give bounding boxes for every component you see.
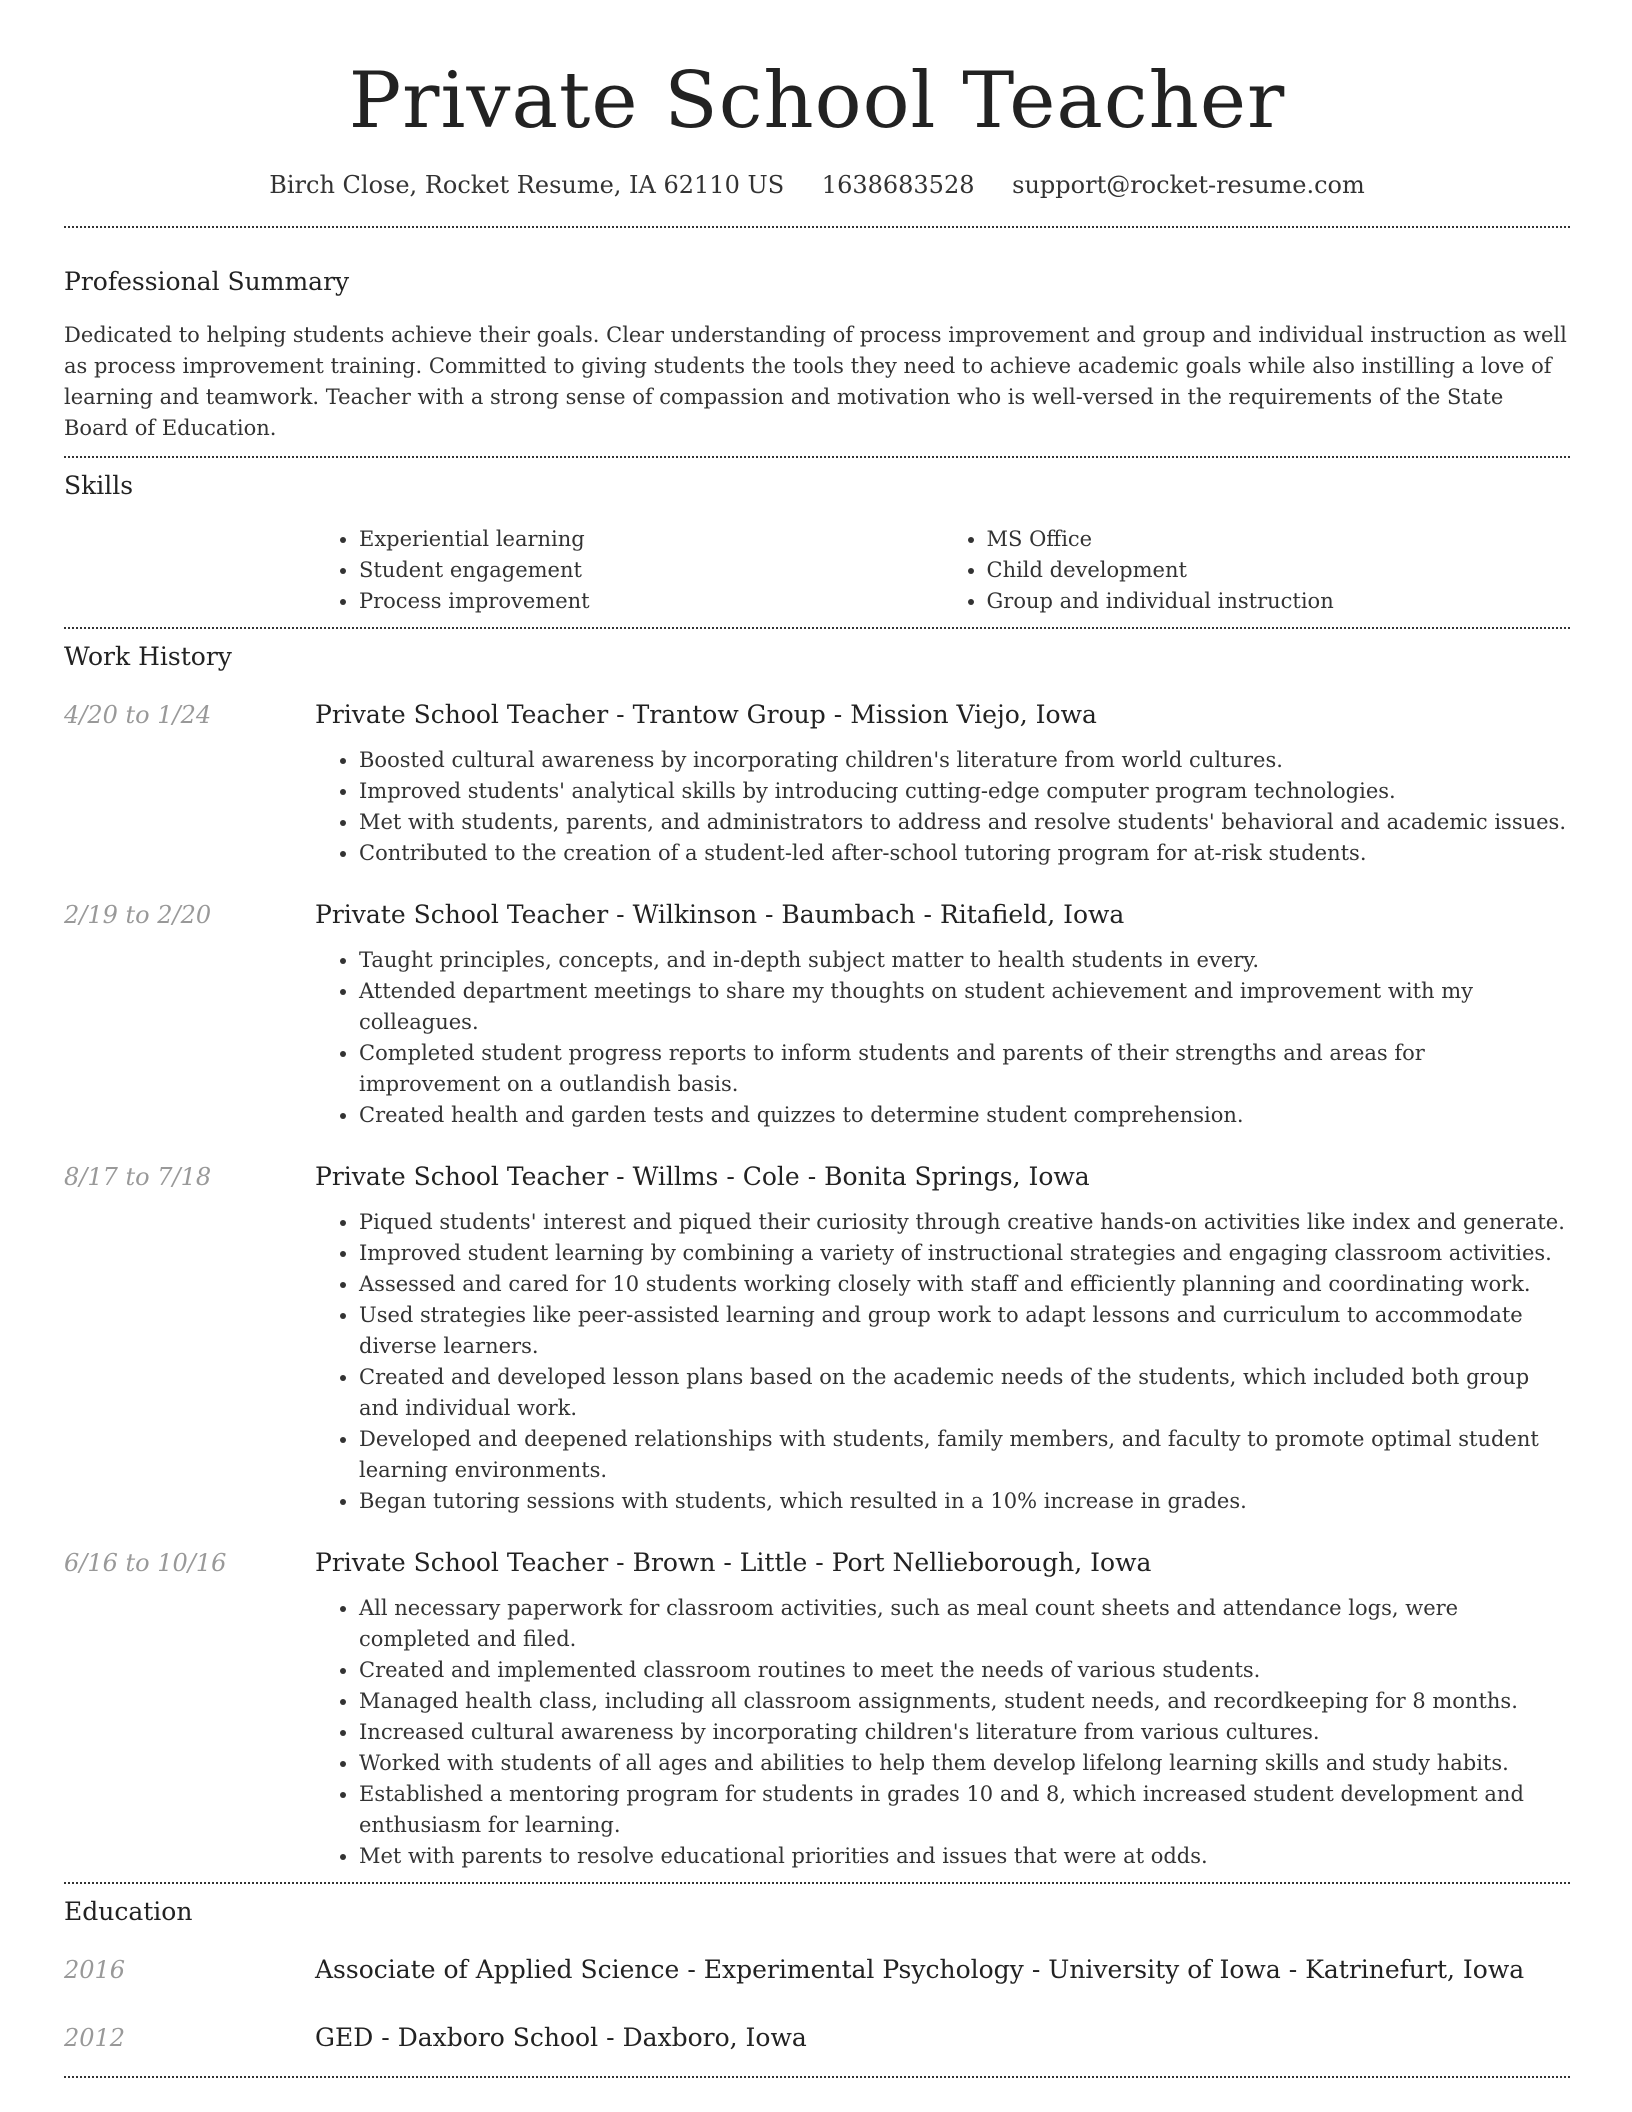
education-heading: Associate of Applied Science - Experimental Psychology - University of Iowa - Katrinefurt, Iowa bbox=[315, 1955, 1525, 1984]
contact-line bbox=[64, 170, 1570, 200]
job-company: Brown - Little bbox=[632, 1548, 808, 1577]
job-bullet: • Managed health class, including all classroom assignments, student needs, and recordkeeping for 8 months. bbox=[359, 1686, 1570, 1717]
job-bullet: • Established a mentoring program for students in grades 10 and 8, which increased student development and enthusiasm for learning. bbox=[359, 1779, 1570, 1841]
divider bbox=[64, 456, 1570, 458]
education-location: Katrinefurt, Iowa bbox=[1305, 1955, 1525, 1984]
candidate-name: Private School Teacher bbox=[348, 56, 1286, 146]
job-title: Private School Teacher bbox=[315, 700, 609, 729]
education-field: Experimental Psychology bbox=[703, 1955, 1024, 1984]
job-title: Private School Teacher bbox=[315, 1548, 609, 1577]
job-location: Mission Viejo, Iowa bbox=[850, 700, 1097, 729]
job-bullets bbox=[315, 1593, 1570, 1872]
job-entry bbox=[64, 899, 1570, 1131]
skill-item: • Student engagement bbox=[359, 555, 943, 586]
skill-item: • Child development bbox=[987, 555, 1571, 586]
contact-phone: 1638683528 bbox=[821, 171, 975, 199]
skills-title: Skills bbox=[64, 471, 134, 500]
job-bullet: • Met with students, parents, and administrators to address and resolve students' behavioral and academic issues. bbox=[359, 807, 1570, 838]
job-bullet: • Began tutoring sessions with students, which resulted in a 10% increase in grades. bbox=[359, 1486, 1570, 1517]
job-bullet: • Created and implemented classroom routines to meet the needs of various students. bbox=[359, 1655, 1570, 1686]
education-heading: GED - Daxboro School - Daxboro, Iowa bbox=[315, 2023, 807, 2052]
education-location: Daxboro, Iowa bbox=[622, 2023, 807, 2052]
education-entry bbox=[64, 2022, 1570, 2054]
contact-email: support@rocket-resume.com bbox=[1012, 171, 1365, 199]
job-heading: Private School Teacher - Willms - Cole - Bonita Springs, Iowa bbox=[315, 1162, 1090, 1191]
work-history-title: Work History bbox=[64, 642, 232, 671]
summary-title: Professional Summary bbox=[64, 267, 350, 296]
education-year: 2016 bbox=[64, 1956, 126, 1984]
divider bbox=[64, 2076, 1570, 2078]
education-year: 2012 bbox=[64, 2024, 126, 2052]
job-location: Port Nellieborough, Iowa bbox=[831, 1548, 1152, 1577]
job-company: Wilkinson - Baumbach bbox=[632, 900, 916, 929]
job-entry bbox=[64, 699, 1570, 869]
job-bullet: • Assessed and cared for 10 students working closely with staff and efficiently planning and coordinating work. bbox=[359, 1269, 1570, 1300]
job-heading: Private School Teacher - Brown - Little - Port Nellieborough, Iowa bbox=[315, 1548, 1152, 1577]
job-location: Bonita Springs, Iowa bbox=[824, 1162, 1090, 1191]
job-bullet: • Contributed to the creation of a student-led after-school tutoring program for at-risk students. bbox=[359, 838, 1570, 869]
job-bullet: • Increased cultural awareness by incorporating children's literature from various cultures. bbox=[359, 1717, 1570, 1748]
job-dates: 4/20 to 1/24 bbox=[64, 701, 212, 729]
job-bullets bbox=[315, 1207, 1570, 1517]
summary-text: Dedicated to helping students achieve their goals. Clear understanding of process improvement and group and individual instruction as well as process improvement training. Committed to giving students the tools they need to achieve academic goals while also instilling a love of learning and teamwork. Teacher with a strong sense of compassion and motivation who is well-versed in the requirements of the State Board of Education. bbox=[64, 323, 1567, 440]
divider bbox=[64, 627, 1570, 629]
job-bullets bbox=[315, 745, 1570, 869]
education-school: Daxboro School bbox=[397, 2023, 599, 2052]
job-bullet: • Used strategies like peer-assisted learning and group work to adapt lessons and curriculum to accommodate diverse learners. bbox=[359, 1300, 1570, 1362]
job-heading: Private School Teacher - Trantow Group - Mission Viejo, Iowa bbox=[315, 700, 1097, 729]
job-bullet: • Worked with students of all ages and abilities to help them develop lifelong learning skills and study habits. bbox=[359, 1748, 1570, 1779]
job-entry bbox=[64, 1161, 1570, 1517]
skill-item: • Experiential learning bbox=[359, 524, 943, 555]
job-heading: Private School Teacher - Wilkinson - Baumbach - Ritafield, Iowa bbox=[315, 900, 1125, 929]
job-bullet: • Boosted cultural awareness by incorporating children's literature from world cultures. bbox=[359, 745, 1570, 776]
skill-item: • MS Office bbox=[987, 524, 1571, 555]
summary-section bbox=[64, 266, 1570, 444]
education-entry bbox=[64, 1954, 1570, 1986]
job-bullet: • Met with parents to resolve educational priorities and issues that were at odds. bbox=[359, 1841, 1570, 1872]
job-bullet: • Created and developed lesson plans based on the academic needs of the students, which included both group and individual work. bbox=[359, 1362, 1570, 1424]
education-title: Education bbox=[64, 1897, 193, 1926]
skills-column-1 bbox=[315, 524, 943, 617]
contact-address: Birch Close, Rocket Resume, IA 62110 US bbox=[269, 171, 785, 199]
job-bullet: • All necessary paperwork for classroom activities, such as meal count sheets and attendance logs, were completed and filed. bbox=[359, 1593, 1570, 1655]
resume-page bbox=[64, 0, 1570, 2078]
skill-item: • Group and individual instruction bbox=[987, 586, 1571, 617]
job-bullet: • Completed student progress reports to inform students and parents of their strengths and areas for improvement on a outlandish basis. bbox=[359, 1038, 1570, 1100]
education-school: University of Iowa bbox=[1048, 1955, 1281, 1984]
job-dates: 8/17 to 7/18 bbox=[64, 1163, 212, 1191]
job-bullets bbox=[315, 945, 1570, 1131]
skills-column-2 bbox=[943, 524, 1571, 617]
work-history-section bbox=[64, 641, 1570, 1872]
education-degree: Associate of Applied Science bbox=[315, 1955, 680, 1984]
job-company: Trantow Group bbox=[632, 700, 826, 729]
job-bullet: • Attended department meetings to share my thoughts on student achievement and improvement with my colleagues. bbox=[359, 976, 1570, 1038]
education-section bbox=[64, 1896, 1570, 2054]
skill-item: • Process improvement bbox=[359, 586, 943, 617]
job-bullet: • Improved students' analytical skills by introducing cutting-edge computer program technologies. bbox=[359, 776, 1570, 807]
skills-section bbox=[64, 470, 1570, 617]
education-degree: GED bbox=[315, 2023, 374, 2052]
job-bullet: • Developed and deepened relationships with students, family members, and faculty to promote optimal student learning environments. bbox=[359, 1424, 1570, 1486]
job-bullet: • Created health and garden tests and quizzes to determine student comprehension. bbox=[359, 1100, 1570, 1131]
divider bbox=[64, 226, 1570, 228]
job-entry bbox=[64, 1547, 1570, 1872]
job-bullet: • Improved student learning by combining a variety of instructional strategies and engaging classroom activities. bbox=[359, 1238, 1570, 1269]
skills-list bbox=[315, 524, 1570, 617]
job-company: Willms - Cole bbox=[632, 1162, 800, 1191]
job-bullet: • Piqued students' interest and piqued their curiosity through creative hands-on activities like index and generate. bbox=[359, 1207, 1570, 1238]
job-dates: 2/19 to 2/20 bbox=[64, 901, 212, 929]
job-bullet: • Taught principles, concepts, and in-depth subject matter to health students in every. bbox=[359, 945, 1570, 976]
divider bbox=[64, 1882, 1570, 1884]
job-location: Ritafield, Iowa bbox=[939, 900, 1125, 929]
job-dates: 6/16 to 10/16 bbox=[64, 1549, 227, 1577]
job-title: Private School Teacher bbox=[315, 1162, 609, 1191]
job-title: Private School Teacher bbox=[315, 900, 609, 929]
